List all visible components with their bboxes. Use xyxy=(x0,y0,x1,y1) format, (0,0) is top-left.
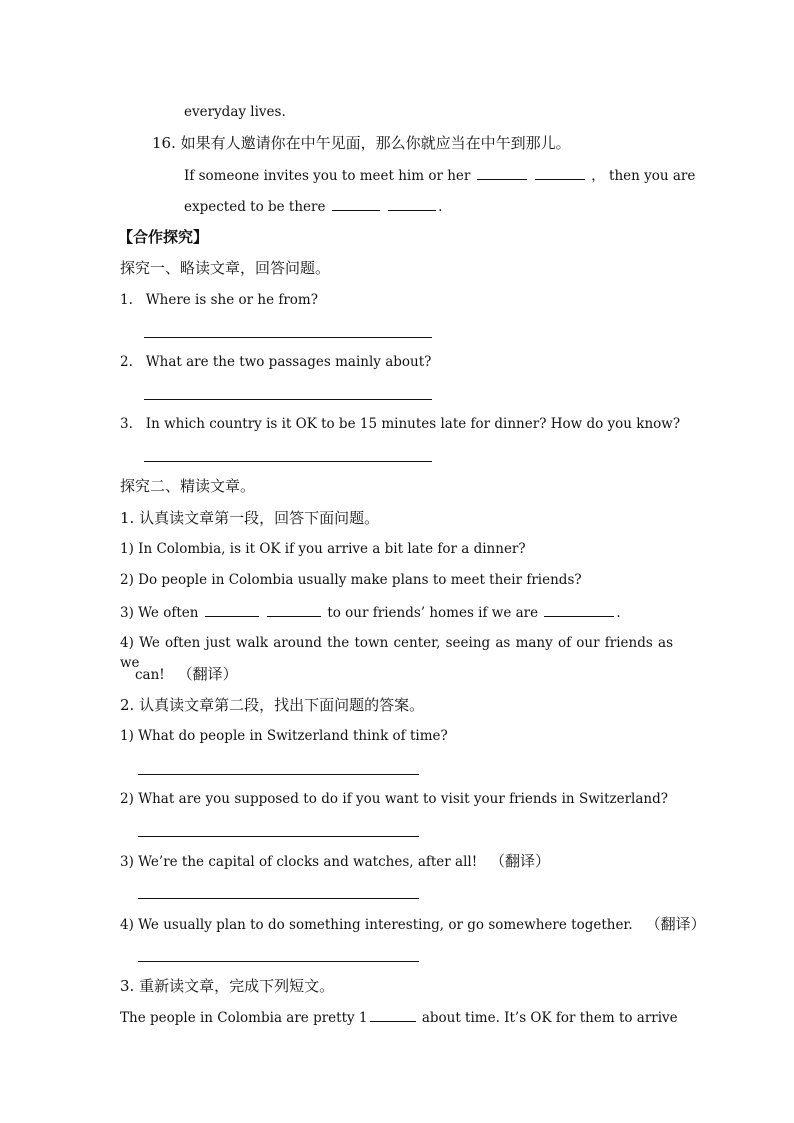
p3-text-part-a: The people in Colombia are pretty 1 xyxy=(120,1010,368,1026)
q16-english-line1 xyxy=(184,165,695,186)
q16-english-part-c: expected to be there xyxy=(184,199,326,215)
p2-item-4-text: 4) We usually plan to do something interesting, or go somewhere together. xyxy=(120,917,633,933)
p2-heading-text: 认真读文章第二段，找出下面问题的答案。 xyxy=(139,696,425,714)
q1-text: Where is she or he from? xyxy=(145,292,318,308)
p1-heading-text: 认真读文章第一段，回答下面问题。 xyxy=(139,509,380,527)
q2-answer-line[interactable] xyxy=(144,399,432,400)
p2-heading xyxy=(120,695,424,715)
p1-item-4-line2 xyxy=(135,664,238,685)
p2-item-3-text: 3) We’re the capital of clocks and watches, after all! xyxy=(120,854,478,870)
p2-item-3 xyxy=(120,851,550,872)
q16-period: . xyxy=(438,199,443,215)
explore2-title: 探究二、精读文章。 xyxy=(120,477,256,495)
q1-number: 1. xyxy=(120,292,133,308)
p1-item-2: 2) Do people in Colombia usually make plans to meet their friends? xyxy=(120,572,582,588)
q2-text: What are the two passages mainly about? xyxy=(145,354,432,370)
p2-item-3-note: （翻译） xyxy=(490,852,551,870)
q16-blank-1[interactable] xyxy=(477,165,527,180)
q16-blank-4[interactable] xyxy=(388,196,436,211)
q16-blank-2[interactable] xyxy=(535,165,585,180)
q16-number: 16. xyxy=(152,134,176,152)
p1-item-1: 1) In Colombia, is it OK if you arrive a bit late for a dinner? xyxy=(120,541,526,557)
p1-item-4-note: （翻译） xyxy=(177,665,238,683)
q16-english-part-b: ， then you are xyxy=(591,168,696,184)
p1-heading-number: 1. xyxy=(120,509,135,527)
q2-number: 2. xyxy=(120,354,133,370)
p1-item-3-period: . xyxy=(616,605,621,621)
p1-item-3-blank-1[interactable] xyxy=(205,602,259,617)
p3-heading xyxy=(120,976,334,996)
q16-chinese xyxy=(152,133,571,153)
q15-tail-text: everyday lives. xyxy=(184,104,286,120)
explore1-title: 探究一、略读文章，回答问题。 xyxy=(120,259,331,277)
p2-item-4 xyxy=(120,914,706,935)
q3-number: 3. xyxy=(120,416,133,432)
p1-item-3-part-a: 3) We often xyxy=(120,605,199,621)
p2-heading-number: 2. xyxy=(120,696,135,714)
q3-answer-line[interactable] xyxy=(144,461,432,462)
p3-heading-number: 3. xyxy=(120,977,135,995)
p1-item-4-line1: 4) We often just walk around the town center, seeing as many of our friends as we xyxy=(120,635,673,671)
p2-item-4-answer-line[interactable] xyxy=(138,961,419,962)
p2-item-4-note: （翻译） xyxy=(645,915,706,933)
p2-item-1-answer-line[interactable] xyxy=(138,774,419,775)
p1-item-3 xyxy=(120,602,621,623)
p3-paragraph xyxy=(120,1007,678,1028)
p1-item-4-tail: can! xyxy=(135,667,165,683)
q1-answer-line[interactable] xyxy=(144,337,432,338)
q16-chinese-text: 如果有人邀请你在中午见面，那么你就应当在中午到那儿。 xyxy=(180,134,571,152)
q3-text: In which country is it OK to be 15 minutes late for dinner? How do you know? xyxy=(145,416,681,432)
p2-item-1: 1) What do people in Switzerland think of time? xyxy=(120,728,448,744)
p3-blank-1[interactable] xyxy=(370,1007,416,1022)
p2-item-2: 2) What are you supposed to do if you want to visit your friends in Switzerland? xyxy=(120,791,668,807)
q16-english-part-a: If someone invites you to meet him or her xyxy=(184,168,471,184)
section-title: 【合作探究】 xyxy=(118,228,209,246)
p1-heading xyxy=(120,508,379,528)
p1-item-3-blank-2[interactable] xyxy=(267,602,321,617)
p2-item-2-answer-line[interactable] xyxy=(138,836,419,837)
explore1-q1 xyxy=(120,290,318,310)
explore1-q2 xyxy=(120,352,431,372)
q16-blank-3[interactable] xyxy=(332,196,380,211)
p3-text-part-b: about time. It’s OK for them to arrive xyxy=(421,1010,678,1026)
q16-english-line2 xyxy=(184,196,442,217)
p3-heading-text: 重新读文章，完成下列短文。 xyxy=(139,977,335,995)
p1-item-3-blank-3[interactable] xyxy=(544,602,614,617)
p2-item-3-answer-line[interactable] xyxy=(138,898,419,899)
explore1-q3 xyxy=(120,414,680,434)
p1-item-3-part-b: to our friends’ homes if we are xyxy=(327,605,539,621)
